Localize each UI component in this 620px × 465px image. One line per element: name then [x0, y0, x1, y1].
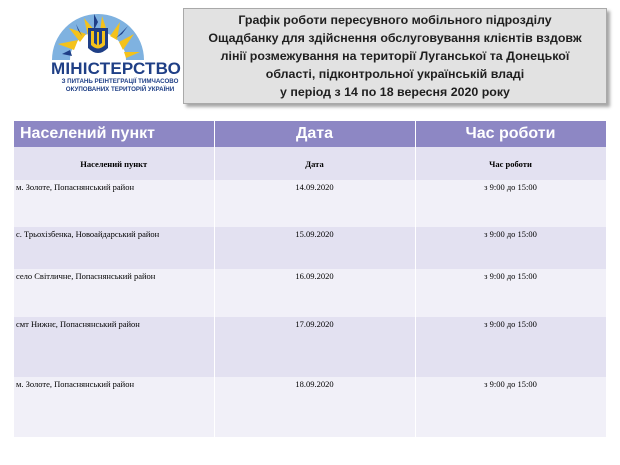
row-place: м. Золоте, Попаснянський район: [14, 180, 214, 227]
subheader-date: Дата: [214, 147, 415, 180]
row-time: з 9:00 до 15:00: [415, 269, 606, 317]
table-row: [14, 377, 606, 437]
ministry-subtitle: [50, 78, 190, 93]
title-line: Графік роботи пересувного мобільного підрозділу: [238, 13, 552, 27]
row-date: 16.09.2020: [214, 269, 415, 317]
title-line: Ощадбанку для здійснення обслуговування клієнтів вздовж: [208, 31, 582, 45]
row-date: 18.09.2020: [214, 377, 415, 437]
title-line: у період з 14 по 18 вересня 2020 року: [280, 85, 510, 99]
row-time: з 9:00 до 15:00: [415, 180, 606, 227]
ministry-name: МІНІСТЕРСТВО: [51, 59, 182, 78]
row-time: з 9:00 до 15:00: [415, 317, 606, 377]
table-row: [14, 227, 606, 269]
table-header-row: [14, 121, 606, 147]
row-place: с. Трьохізбенка, Новоайдарський район: [14, 227, 214, 269]
title-line: лінії розмежування на території Луганської та Донецької: [220, 49, 570, 63]
row-date: 14.09.2020: [214, 180, 415, 227]
row-time: з 9:00 до 15:00: [415, 377, 606, 437]
row-place: м. Золоте, Попаснянський район: [14, 377, 214, 437]
table-subheader-row: [14, 147, 606, 180]
table-row: [14, 317, 606, 377]
subheader-place: Населений пункт: [14, 147, 214, 180]
row-place: село Світличне, Попаснянський район: [14, 269, 214, 317]
row-date: 17.09.2020: [214, 317, 415, 377]
schedule-title: [183, 8, 607, 104]
row-place: смт Нижнє, Попаснянський район: [14, 317, 214, 377]
ministry-logo: [22, 10, 182, 100]
schedule-table: [14, 121, 607, 437]
header-time: Час роботи: [415, 121, 606, 147]
table-row: [14, 180, 606, 227]
title-line: області, підконтрольної українській владі: [265, 67, 525, 81]
subheader-time: Час роботи: [415, 147, 606, 180]
row-time: з 9:00 до 15:00: [415, 227, 606, 269]
ministry-subtitle-line: З ПИТАНЬ РЕІНТЕГРАЦІЇ ТИМЧАСОВО: [61, 78, 179, 85]
row-date: 15.09.2020: [214, 227, 415, 269]
trident-emblem-icon: [22, 10, 172, 62]
header-date: Дата: [214, 121, 415, 147]
ministry-subtitle-line: ОКУПОВАНИХ ТЕРИТОРІЙ УКРАЇНИ: [65, 85, 175, 93]
header-place: Населений пункт: [14, 121, 214, 147]
table-row: [14, 269, 606, 317]
